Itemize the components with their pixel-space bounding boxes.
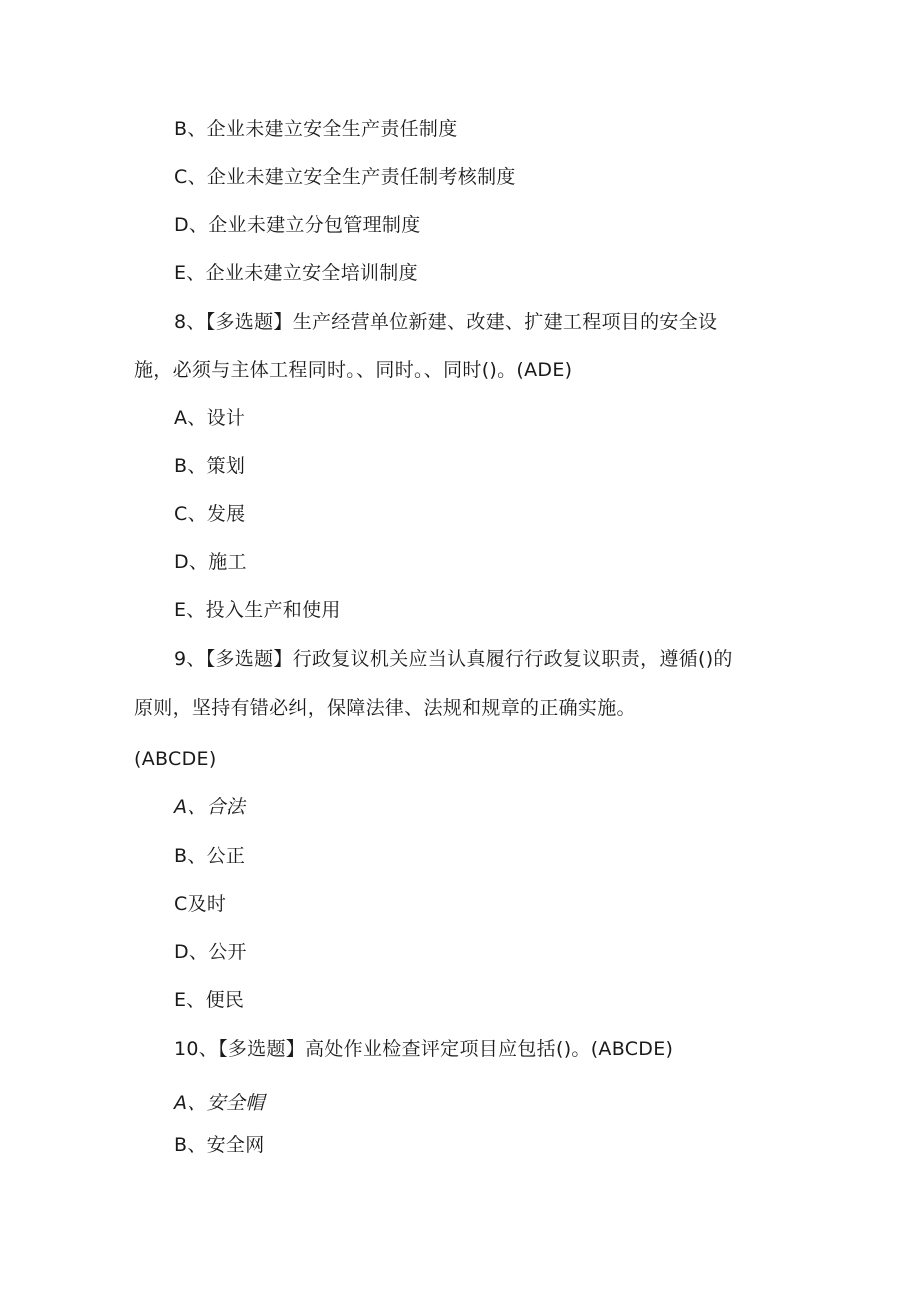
option-9b: B、公正: [174, 845, 246, 867]
option-8e: E、投入生产和使用: [174, 599, 341, 621]
question-9-line-2: 原则，坚持有错必纠，保障法律、法规和规章的正确实施。: [134, 697, 636, 719]
option-9d: D、公开: [174, 941, 247, 963]
option-9a: A、合法: [174, 796, 246, 818]
option-10a: A、安全帽: [174, 1092, 265, 1114]
option-8c: C、发展: [174, 503, 246, 525]
option-8b: B、策划: [174, 455, 246, 477]
question-9-line-1: 9、【多选题】行政复议机关应当认真履行行政复议职责，遵循()的: [174, 648, 733, 670]
question-10-line-1: 10、【多选题】高处作业检查评定项目应包括()。(ABCDE): [174, 1038, 674, 1060]
option-7b: B、企业未建立安全生产责任制度: [174, 118, 458, 140]
option-9c: C及时: [174, 893, 227, 915]
option-9e: E、便民: [174, 989, 245, 1011]
question-8-line-1: 8、【多选题】生产经营单位新建、改建、扩建工程项目的安全设: [174, 311, 718, 333]
question-8-line-2: 施，必须与主体工程同时。、同时。、同时()。(ADE): [134, 359, 573, 381]
option-7e: E、企业未建立安全培训制度: [174, 262, 418, 284]
option-7d: D、企业未建立分包管理制度: [174, 214, 421, 236]
question-9-line-3: (ABCDE): [134, 748, 217, 770]
option-7c: C、企业未建立安全生产责任制考核制度: [174, 166, 516, 188]
option-8a: A、设计: [174, 407, 246, 429]
option-8d: D、施工: [174, 551, 247, 573]
option-10b: B、安全网: [174, 1134, 265, 1156]
